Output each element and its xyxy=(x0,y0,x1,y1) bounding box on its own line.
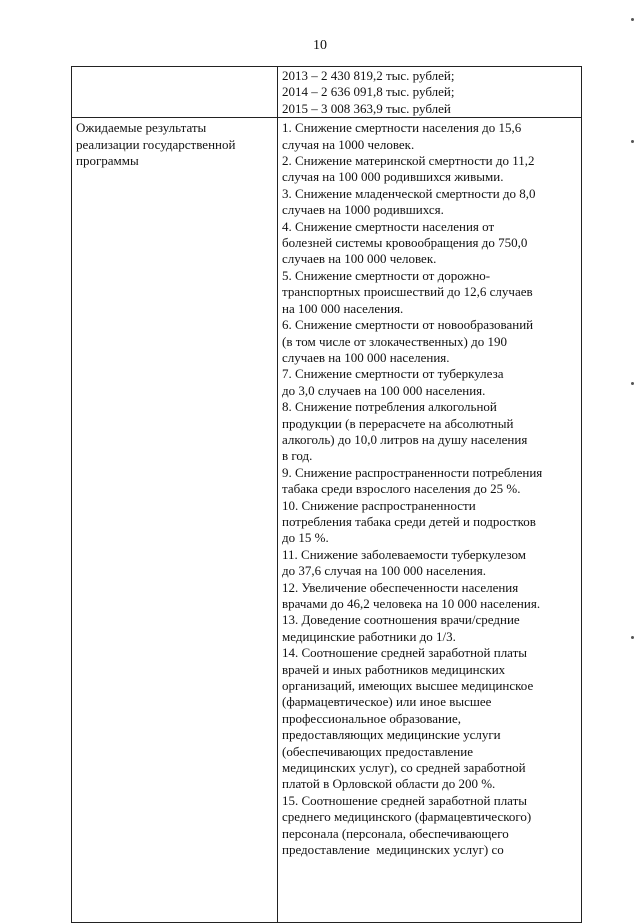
result-line: 14. Соотношение средней заработной платы xyxy=(282,645,528,661)
results-text xyxy=(282,120,578,922)
result-line: случаев на 100 000 человек. xyxy=(282,251,437,267)
scan-mark xyxy=(631,140,634,143)
result-line: врачей и иных работников медицинских xyxy=(282,661,506,677)
result-line: 11. Снижение заболеваемости туберкулезом xyxy=(282,546,527,562)
result-line: до 37,6 случая на 100 000 населения. xyxy=(282,563,486,579)
table-row-funding xyxy=(72,67,582,118)
result-line: 2. Снижение материнской смертности до 11,2 xyxy=(282,153,535,169)
funding-line: 2014 – 2 636 091,8 тыс. рублей; xyxy=(282,84,455,100)
funding-line: 2013 – 2 430 819,2 тыс. рублей; xyxy=(282,68,455,83)
result-line: медицинских услуг), со средней заработной xyxy=(282,760,526,776)
result-line: (фармацевтическое) или иное высшее xyxy=(282,694,492,710)
expected-results-label xyxy=(72,118,278,923)
result-line: врачами до 46,2 человека на 10 000 населения. xyxy=(282,596,541,611)
funding-line: 2015 – 3 008 363,9 тыс. рублей xyxy=(282,100,451,116)
result-line: (в том числе от злокачественных) до 190 xyxy=(282,333,507,349)
result-line: болезней системы кровообращения до 750,0 xyxy=(282,235,528,251)
result-line: случая на 1000 человек. xyxy=(282,136,415,152)
result-line: персонала (персонала, обеспечивающего xyxy=(282,825,509,841)
result-line: на 100 000 населения. xyxy=(282,300,404,316)
result-line: до 15 %. xyxy=(282,530,329,546)
result-line: 7. Снижение смертности от туберкулеза xyxy=(282,366,504,382)
result-line: случаев на 1000 родившихся. xyxy=(282,202,444,218)
result-line: 13. Доведение соотношения врачи/средние xyxy=(282,612,520,628)
result-line: транспортных происшествий до 12,6 случаев xyxy=(282,284,533,300)
result-line: алкоголь) до 10,0 литров на душу населения xyxy=(282,431,528,447)
result-line: 5. Снижение смертности от дорожно- xyxy=(282,267,491,283)
scan-mark xyxy=(631,18,634,21)
page-number: 10 xyxy=(313,38,327,53)
result-line: медицинские работники до 1/3. xyxy=(282,628,456,644)
result-line: 4. Снижение смертности населения от xyxy=(282,218,495,234)
result-line: 8. Снижение потребления алкогольной xyxy=(282,399,497,415)
table-cell-funding-values xyxy=(278,67,582,118)
scan-mark xyxy=(631,636,634,639)
result-line: 15. Соотношение средней заработной платы xyxy=(282,792,528,808)
scan-mark xyxy=(631,382,634,385)
program-table xyxy=(71,66,582,923)
result-line: 10. Снижение распространенности xyxy=(282,497,476,513)
result-line: в год. xyxy=(282,448,313,464)
result-line: продукции (в перерасчете на абсолютный xyxy=(282,415,514,431)
result-line: 12. Увеличение обеспеченности населения xyxy=(282,579,519,595)
expected-results-list xyxy=(278,118,582,923)
result-line: платой в Орловской области до 200 %. xyxy=(282,776,496,792)
result-line: 3. Снижение младенческой смертности до 8,0 xyxy=(282,185,536,201)
table-row-expected-results xyxy=(72,118,582,923)
result-line: случаев на 100 000 населения. xyxy=(282,349,450,365)
result-line: (обеспечивающих предоставление xyxy=(282,743,473,759)
label-line: реализации государственной xyxy=(76,136,236,152)
result-line: 1. Снижение смертности населения до 15,6 xyxy=(282,120,522,136)
result-line: профессиональное образование, xyxy=(282,710,461,726)
result-line: предоставляющих медицинские услуги xyxy=(282,727,501,743)
result-line: случая на 100 000 родившихся живыми. xyxy=(282,169,504,185)
result-line: 6. Снижение смертности от новообразований xyxy=(282,317,534,333)
label-line: Ожидаемые результаты xyxy=(76,120,207,136)
result-line: организаций, имеющих высшее медицинское xyxy=(282,678,534,694)
result-line: до 3,0 случаев на 100 000 населения. xyxy=(282,382,486,398)
result-line: табака среди взрослого населения до 25 %. xyxy=(282,481,521,497)
result-line: предоставление медицинских услуг) со xyxy=(282,842,504,858)
result-line: среднего медицинского (фармацевтического) xyxy=(282,809,532,825)
table-cell-empty-label xyxy=(72,67,278,118)
label-line: программы xyxy=(76,153,139,169)
result-line: потребления табака среди детей и подростков xyxy=(282,513,536,529)
result-line: 9. Снижение распространенности потребления xyxy=(282,464,543,480)
